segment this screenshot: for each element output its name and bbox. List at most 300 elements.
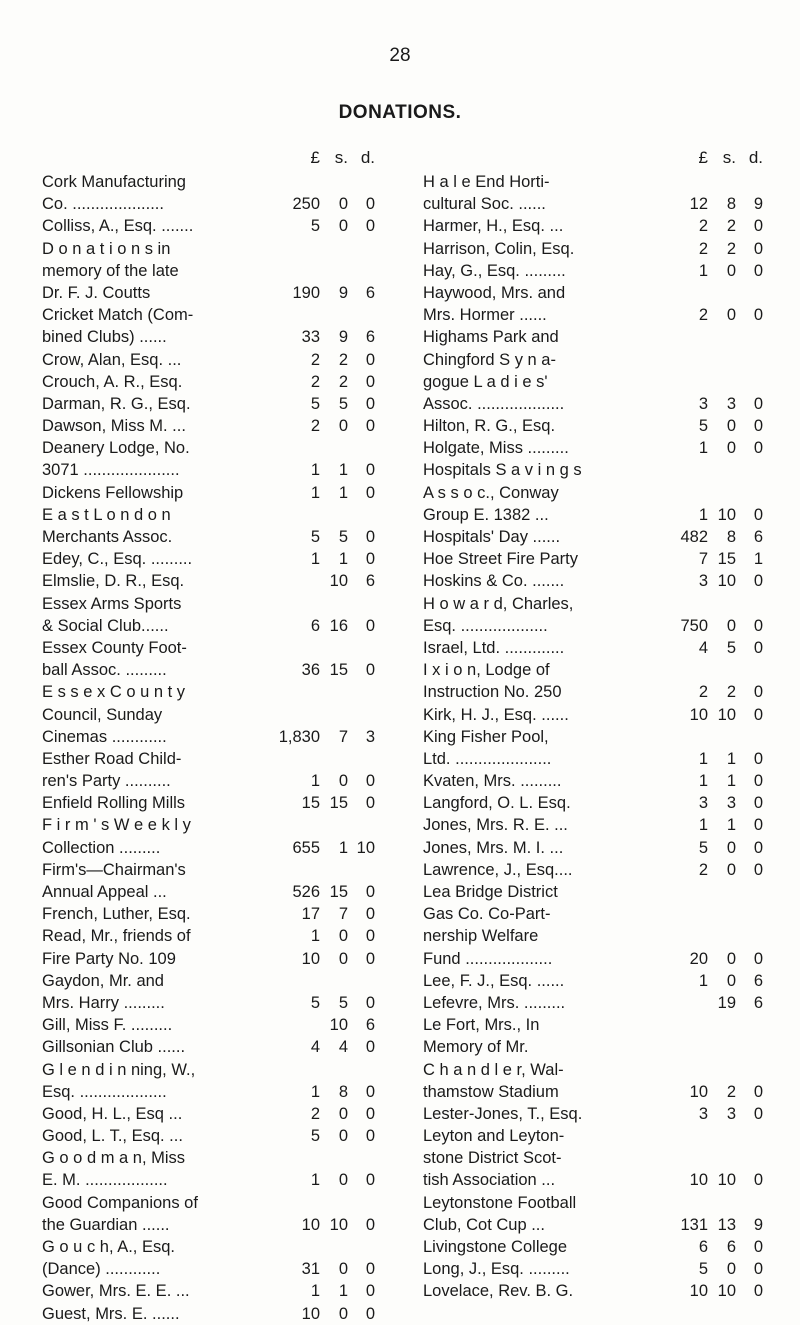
amount-pence: 0 <box>365 661 375 680</box>
amount-pounds <box>670 593 708 615</box>
donor-name: Guest, Mrs. E. ...... <box>42 1304 180 1323</box>
amount-pounds <box>276 171 320 193</box>
amount-pence <box>348 637 375 659</box>
amount-shillings: 0 <box>726 838 736 857</box>
amount-pounds <box>276 748 320 770</box>
amount-shillings: 10 <box>329 1215 348 1234</box>
donation-row <box>42 260 375 282</box>
amount-shillings <box>320 304 348 326</box>
amount-pounds <box>276 1147 320 1169</box>
donation-row <box>42 437 375 459</box>
amount-shillings: 0 <box>338 1260 348 1279</box>
donor-name: E. M. .................. <box>42 1171 168 1190</box>
amount-pence: 0 <box>753 505 763 524</box>
donation-row <box>423 415 763 437</box>
amount-pounds: 5 <box>698 417 708 436</box>
donation-row <box>42 1303 375 1325</box>
amount-pence: 0 <box>365 461 375 480</box>
donor-name: Highams Park and <box>423 328 559 347</box>
amount-pounds: 250 <box>292 195 320 214</box>
donor-name: Council, Sunday <box>42 705 163 724</box>
amount-pounds: 10 <box>689 1171 708 1190</box>
amount-shillings <box>708 1147 736 1169</box>
donation-row <box>42 238 375 260</box>
amount-pence: 9 <box>753 195 763 214</box>
donor-name: Jones, Mrs. M. I. ... <box>423 838 564 857</box>
amount-shillings <box>320 238 348 260</box>
donor-name: Good Companions of <box>42 1193 198 1212</box>
amount-pounds <box>670 903 708 925</box>
donation-row <box>423 1192 763 1214</box>
donation-row <box>42 1103 375 1125</box>
amount-pounds <box>276 970 320 992</box>
amount-pounds <box>276 704 320 726</box>
amount-shillings: 2 <box>726 217 736 236</box>
amount-pounds <box>276 304 320 326</box>
amount-shillings <box>320 504 348 526</box>
donation-row <box>42 1280 375 1302</box>
donation-row <box>423 1214 763 1236</box>
shillings-header: s. <box>334 148 348 167</box>
amount-shillings: 3 <box>726 794 736 813</box>
donor-name: C h a n d l e r, Wal- <box>423 1060 564 1079</box>
donor-name: Esther Road Child- <box>42 749 182 768</box>
donor-name: tish Association ... <box>423 1171 556 1190</box>
amount-shillings <box>708 1192 736 1214</box>
amount-pounds: 1 <box>310 550 320 569</box>
amount-shillings: 0 <box>338 195 348 214</box>
amount-pounds: 5 <box>310 993 320 1012</box>
amount-pence <box>736 659 763 681</box>
amount-pounds <box>276 1236 320 1258</box>
donor-name: Hospitals S a v i n g s <box>423 461 582 480</box>
donation-row <box>423 925 763 947</box>
amount-shillings <box>708 282 736 304</box>
amount-pounds: 1 <box>698 971 708 990</box>
donation-row <box>42 393 375 415</box>
amount-shillings <box>320 1147 348 1169</box>
donation-row <box>42 704 375 726</box>
amount-pence <box>348 681 375 703</box>
donation-row <box>42 992 375 1014</box>
donor-name: Instruction No. 250 <box>423 683 562 702</box>
amount-shillings <box>320 1192 348 1214</box>
amount-pounds: 750 <box>680 616 708 635</box>
amount-pounds <box>670 282 708 304</box>
amount-pounds: 1 <box>698 261 708 280</box>
amount-pounds <box>276 238 320 260</box>
donor-name: A s s o c., Conway <box>423 483 559 502</box>
donation-row <box>42 371 375 393</box>
amount-pounds: 20 <box>689 949 708 968</box>
amount-pounds: 36 <box>301 661 320 680</box>
amount-shillings: 0 <box>338 1104 348 1123</box>
amount-pence <box>736 925 763 947</box>
donor-name: Colliss, A., Esq. ....... <box>42 217 194 236</box>
donation-row <box>423 1236 763 1258</box>
amount-pence: 0 <box>753 838 763 857</box>
donor-name: Memory of Mr. <box>423 1038 529 1057</box>
amount-pounds: 5 <box>698 838 708 857</box>
amount-pence: 0 <box>753 306 763 325</box>
donation-row <box>423 1147 763 1169</box>
amount-pounds: 3 <box>698 394 708 413</box>
donation-row <box>42 1258 375 1280</box>
amount-pence: 0 <box>365 417 375 436</box>
donation-row <box>42 215 375 237</box>
donor-name: Hoe Street Fire Party <box>423 550 578 569</box>
donor-name: Gill, Miss F. ......... <box>42 1016 173 1035</box>
amount-pence: 0 <box>365 993 375 1012</box>
amount-shillings <box>708 1036 736 1058</box>
donation-row <box>42 1081 375 1103</box>
donation-row <box>423 504 763 526</box>
donor-name: Gas Co. Co-Part- <box>423 905 551 924</box>
amount-pence: 0 <box>365 350 375 369</box>
amount-pounds: 1 <box>310 1282 320 1301</box>
donor-name: Cinemas ............ <box>42 727 167 746</box>
page-number: 28 <box>389 45 411 66</box>
donor-name: Good, L. T., Esq. ... <box>42 1127 183 1146</box>
amount-shillings <box>320 593 348 615</box>
amount-pounds <box>276 1059 320 1081</box>
amount-pence <box>348 260 375 282</box>
amount-pounds: 2 <box>310 417 320 436</box>
amount-pence: 0 <box>365 883 375 901</box>
amount-shillings: 0 <box>726 949 736 968</box>
amount-pounds: 1 <box>310 1171 320 1190</box>
amount-pounds: 3 <box>698 1104 708 1123</box>
amount-shillings: 0 <box>726 1260 736 1279</box>
amount-pounds: 526 <box>292 883 320 901</box>
amount-shillings: 7 <box>338 905 348 924</box>
amount-pence: 0 <box>753 816 763 835</box>
amount-pounds <box>670 925 708 947</box>
amount-pounds: 2 <box>310 350 320 369</box>
amount-pence <box>348 504 375 526</box>
amount-pence: 0 <box>365 483 375 502</box>
amount-shillings: 0 <box>338 1171 348 1190</box>
amount-shillings: 5 <box>726 638 736 657</box>
amount-pounds: 10 <box>301 1215 320 1234</box>
amount-shillings: 0 <box>338 1304 348 1323</box>
amount-pence: 6 <box>753 528 763 546</box>
donation-row <box>42 349 375 371</box>
amount-shillings: 0 <box>338 772 348 791</box>
amount-pounds <box>670 1014 708 1036</box>
amount-pounds: 3 <box>698 794 708 813</box>
amount-pence: 0 <box>365 1282 375 1301</box>
donation-row <box>42 415 375 437</box>
donor-name: H a l e End Horti- <box>423 173 550 191</box>
donation-row <box>423 326 763 348</box>
donor-name: Deanery Lodge, No. <box>42 439 190 458</box>
donor-name: Gaydon, Mr. and <box>42 971 164 990</box>
donation-row <box>423 171 763 193</box>
donation-row <box>42 770 375 792</box>
amount-pounds: 3 <box>698 572 708 591</box>
donor-name: Lea Bridge District <box>423 883 558 901</box>
amount-pounds: 1 <box>698 772 708 791</box>
amount-pence: 0 <box>365 372 375 391</box>
amount-pence: 0 <box>753 772 763 791</box>
amount-shillings: 0 <box>726 261 736 280</box>
donor-name: E a s t L o n d o n <box>42 505 171 524</box>
donation-row <box>42 171 375 193</box>
amount-pence <box>736 903 763 925</box>
amount-pence: 0 <box>365 1127 375 1146</box>
amount-shillings <box>320 637 348 659</box>
amount-shillings: 1 <box>338 550 348 569</box>
donor-name: thamstow Stadium <box>423 1082 559 1101</box>
amount-shillings: 0 <box>338 949 348 968</box>
amount-pence: 0 <box>365 949 375 968</box>
amount-pence <box>348 437 375 459</box>
donation-row <box>42 526 375 548</box>
donation-row <box>42 459 375 481</box>
donation-row <box>423 659 763 681</box>
amount-shillings: 8 <box>726 528 736 546</box>
amount-pounds: 17 <box>301 905 320 924</box>
donor-name: Gower, Mrs. E. E. ... <box>42 1282 190 1301</box>
amount-pence: 0 <box>365 772 375 791</box>
donation-row <box>423 193 763 215</box>
donation-row <box>423 304 763 326</box>
amount-pounds: 10 <box>689 1082 708 1101</box>
amount-pence <box>348 171 375 193</box>
amount-pence <box>736 1192 763 1214</box>
amount-pounds <box>670 482 708 504</box>
pounds-header: £ <box>310 148 320 167</box>
donation-row <box>423 349 763 371</box>
donor-name: Harmer, H., Esq. ... <box>423 217 564 236</box>
donation-row <box>42 615 375 637</box>
donation-row <box>423 393 763 415</box>
amount-pounds: 2 <box>310 372 320 391</box>
amount-shillings: 9 <box>338 283 348 302</box>
donor-name: Fire Party No. 109 <box>42 949 176 968</box>
amount-shillings: 0 <box>338 1127 348 1146</box>
amount-shillings: 15 <box>329 883 348 901</box>
donation-row <box>42 548 375 570</box>
donation-row <box>423 792 763 814</box>
donor-name: Leyton and Leyton- <box>423 1127 565 1146</box>
amount-shillings: 2 <box>726 683 736 702</box>
donation-row <box>42 659 375 681</box>
donor-name: G o u c h, A., Esq. <box>42 1238 175 1256</box>
amount-pence <box>736 1036 763 1058</box>
amount-pence: 0 <box>365 394 375 413</box>
amount-shillings: 1 <box>338 483 348 502</box>
page-heading: DONATIONS. <box>338 102 462 123</box>
donation-row <box>42 504 375 526</box>
donor-name: Cricket Match (Com- <box>42 306 194 325</box>
donation-row <box>42 792 375 814</box>
amount-pence: 0 <box>753 417 763 436</box>
donor-name: Firm's—Chairman's <box>42 860 186 879</box>
amount-shillings: 4 <box>338 1038 348 1057</box>
amount-pounds: 10 <box>301 1304 320 1323</box>
donation-row <box>42 1059 375 1081</box>
amount-pence: 0 <box>365 1260 375 1279</box>
amount-shillings <box>320 437 348 459</box>
donor-name: Jones, Mrs. R. E. ... <box>423 816 568 835</box>
donor-name: memory of the late <box>42 261 179 280</box>
amount-pounds: 5 <box>310 1127 320 1146</box>
amount-pence <box>348 1192 375 1214</box>
amount-pounds: 4 <box>698 638 708 657</box>
amount-pence: 0 <box>753 572 763 591</box>
donation-row <box>423 282 763 304</box>
donation-row <box>423 859 763 881</box>
donor-name: Cork Manufacturing <box>42 173 186 191</box>
amount-pence <box>736 171 763 193</box>
amount-shillings <box>320 171 348 193</box>
amount-pence: 0 <box>753 705 763 724</box>
amount-pounds: 1 <box>310 483 320 502</box>
donation-row <box>42 903 375 925</box>
amount-shillings: 8 <box>726 195 736 214</box>
amount-shillings: 0 <box>726 616 736 635</box>
amount-pounds <box>670 1059 708 1081</box>
amount-shillings: 19 <box>717 993 736 1012</box>
amount-pence: 3 <box>365 727 375 746</box>
amount-pence <box>736 459 763 481</box>
amount-pounds <box>670 1192 708 1214</box>
donor-name: I x i o n, Lodge of <box>423 661 550 680</box>
donor-name: Esq. ................... <box>42 1082 167 1101</box>
amount-shillings: 3 <box>726 1104 736 1123</box>
donor-name: Merchants Assoc. <box>42 528 173 546</box>
amount-pounds: 2 <box>698 217 708 236</box>
amount-pounds: 4 <box>310 1038 320 1057</box>
donor-name: & Social Club...... <box>42 616 169 635</box>
donation-row <box>42 948 375 970</box>
amount-shillings: 0 <box>338 927 348 946</box>
amount-pounds <box>670 992 708 1014</box>
amount-pence <box>348 814 375 836</box>
amount-pence <box>348 593 375 615</box>
amount-pence: 0 <box>365 616 375 635</box>
amount-pence: 0 <box>365 794 375 813</box>
donor-name: Fund ................... <box>423 949 553 968</box>
amount-pence: 0 <box>365 1082 375 1101</box>
pounds-header: £ <box>698 148 708 167</box>
amount-pounds: 15 <box>301 794 320 813</box>
amount-pence <box>348 238 375 260</box>
amount-pounds: 1 <box>310 772 320 791</box>
amount-pounds: 10 <box>689 1282 708 1301</box>
donor-name: (Dance) ............ <box>42 1260 161 1279</box>
amount-shillings: 0 <box>338 417 348 436</box>
amount-shillings <box>708 371 736 393</box>
amount-pence <box>348 704 375 726</box>
amount-pence: 0 <box>365 550 375 569</box>
donation-row <box>42 1236 375 1258</box>
amount-shillings: 0 <box>726 971 736 990</box>
donation-row <box>42 1036 375 1058</box>
donor-name: gogue L a d i e s' <box>423 372 548 391</box>
amount-shillings: 0 <box>726 439 736 458</box>
donation-row <box>423 1258 763 1280</box>
amount-pounds <box>670 349 708 371</box>
donor-name: Kirk, H. J., Esq. ...... <box>423 705 569 724</box>
donation-row <box>423 459 763 481</box>
donation-row <box>423 371 763 393</box>
amount-shillings: 10 <box>717 505 736 524</box>
donor-name: Haywood, Mrs. and <box>423 283 566 302</box>
donor-name: Chingford S y n a- <box>423 350 556 369</box>
amount-pence: 0 <box>753 394 763 413</box>
donation-row <box>423 726 763 748</box>
amount-pounds: 5 <box>310 528 320 546</box>
amount-pence <box>736 349 763 371</box>
donation-row <box>423 1059 763 1081</box>
amount-shillings <box>320 970 348 992</box>
amount-pounds: 2 <box>698 860 708 879</box>
amount-pence: 0 <box>753 860 763 879</box>
donation-row <box>423 903 763 925</box>
amount-pounds <box>670 659 708 681</box>
donation-row <box>423 1036 763 1058</box>
donation-row <box>42 193 375 215</box>
amount-shillings: 1 <box>338 838 348 857</box>
amount-shillings <box>708 1059 736 1081</box>
donor-name: Essex County Foot- <box>42 638 187 657</box>
amount-pence: 0 <box>753 749 763 768</box>
amount-shillings: 1 <box>726 772 736 791</box>
amount-shillings <box>320 859 348 881</box>
amount-pence: 0 <box>365 1215 375 1234</box>
donor-name: stone District Scot- <box>423 1149 562 1168</box>
amount-pence <box>736 482 763 504</box>
amount-pence: 6 <box>365 283 375 302</box>
donation-row <box>42 482 375 504</box>
amount-pence <box>736 1147 763 1169</box>
amount-pounds: 1 <box>310 461 320 480</box>
shillings-header: s. <box>722 148 736 167</box>
amount-pounds <box>276 593 320 615</box>
amount-pence: 6 <box>365 572 375 591</box>
donation-row <box>42 326 375 348</box>
amount-pounds <box>276 1192 320 1214</box>
amount-shillings: 1 <box>338 461 348 480</box>
amount-pounds: 6 <box>698 1238 708 1256</box>
donation-row <box>42 570 375 592</box>
donor-name: Essex Arms Sports <box>42 594 182 613</box>
amount-pence: 0 <box>753 1282 763 1301</box>
amount-shillings: 15 <box>717 550 736 569</box>
donor-name: French, Luther, Esq. <box>42 905 191 924</box>
amount-pounds: 190 <box>292 283 320 302</box>
amount-shillings: 2 <box>338 372 348 391</box>
donation-row <box>423 238 763 260</box>
amount-pence <box>348 1236 375 1258</box>
amount-shillings: 3 <box>726 394 736 413</box>
amount-pounds: 1 <box>698 816 708 835</box>
amount-pounds <box>670 1036 708 1058</box>
pence-header: d. <box>360 148 375 167</box>
amount-pounds <box>276 1014 320 1036</box>
amount-pounds: 12 <box>689 195 708 214</box>
amount-pounds <box>276 437 320 459</box>
amount-shillings <box>708 171 736 193</box>
amount-shillings: 0 <box>726 306 736 325</box>
donor-name: Edey, C., Esq. ......... <box>42 550 193 569</box>
donation-row <box>42 1169 375 1191</box>
amount-pence: 0 <box>365 195 375 214</box>
amount-pounds: 5 <box>698 1260 708 1279</box>
